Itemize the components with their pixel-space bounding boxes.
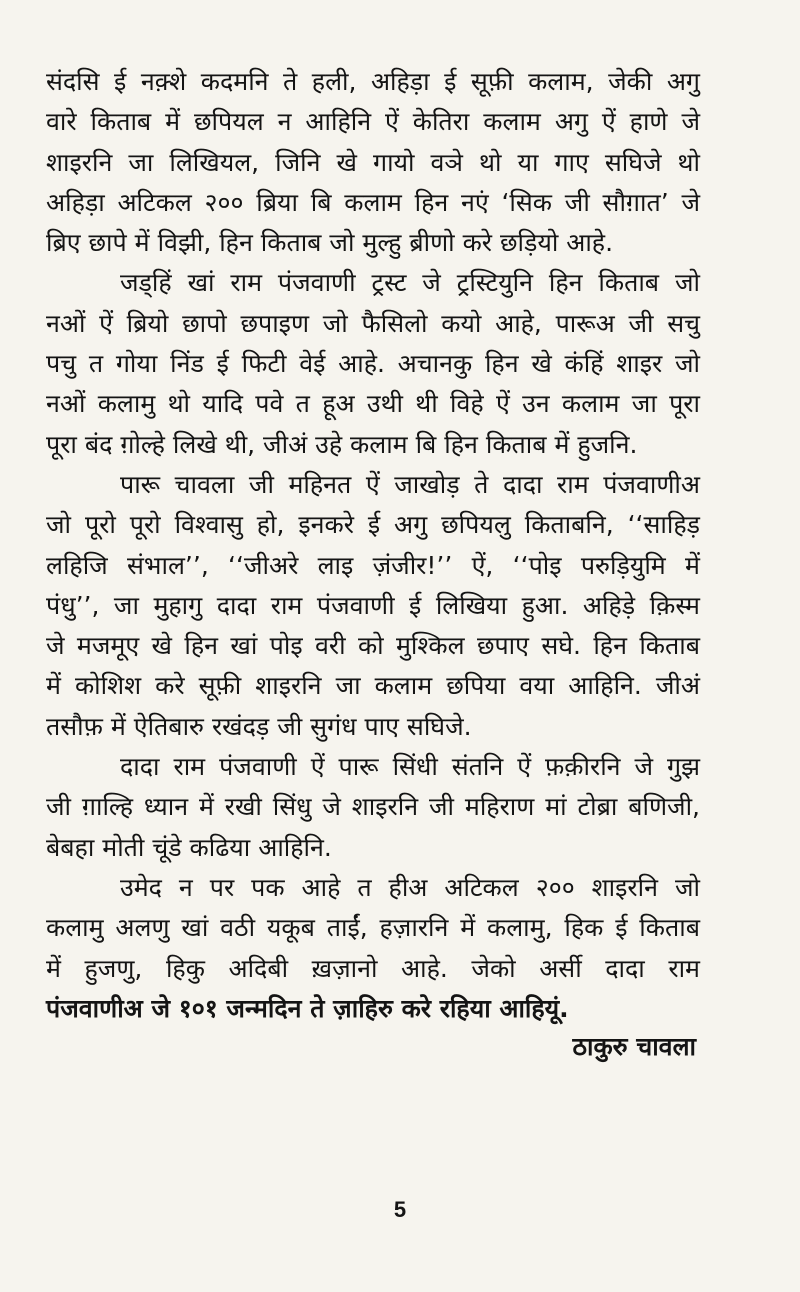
page-number: 5 bbox=[393, 1197, 407, 1222]
text-line: संदसि ई नक़्शे कदमनि ते हली, अहिड़ा ई सूफ़ी कलाम, जेकी अगु bbox=[46, 67, 700, 96]
text-line: जड्हिं खां राम पंजवाणी ट्रस्ट जे ट्रस्टियुनि हिन किताब जो bbox=[120, 268, 700, 298]
body-text bbox=[46, 62, 700, 1029]
text-line: पंधु’’, जा मुहागु दादा राम पंजवाणी ई लिखिया हुआ. अहिड़े क़िस्म bbox=[46, 590, 700, 620]
text-line: अहिड़ा अटिकल २०० ब्रिया बि कलाम हिन नएं ‘सिक जी सौग़ात’ जे bbox=[46, 187, 700, 217]
text-line: में कोशिश करे सूफ़ी शाइरनि जा कलाम छपिया वया आहिनि. जीअं bbox=[46, 671, 700, 701]
text-line: पंजवाणीअ जे १०१ जन्मदिन ते ज़ाहिरु करे रहिया आहियूं. bbox=[46, 993, 569, 1023]
text-line: नओं कलामु थो यादि पवे त हूअ उथी थी विहे ऐं उन कलाम जा पूरा bbox=[46, 389, 700, 419]
text-line: उमेद न पर पक आहे त हीअ अटिकल २०० शाइरनि जो bbox=[120, 872, 700, 902]
text-line: में हुजणु, हिकु अदिबी ख़ज़ानो आहे. जेको अर्सी दादा राम bbox=[46, 953, 700, 983]
text-line: जे मजमूए खे हिन खां पोइ वरी को मुश्किल छपाए सघे. हिन किताब bbox=[46, 631, 700, 661]
text-line: तसौफ़ में ऐतिबारु रखंदड़ जी सुगंध पाए सघिजे. bbox=[46, 711, 472, 741]
text-line: वारे किताब में छपियल न आहिनि ऐं केतिरा कलाम अगु ऐं हाणे जे bbox=[46, 107, 700, 137]
text-line: लहिजि संभाल’’, ‘‘जीअरे लाइ ज़ंजीर!’’ ऐं, ‘‘पोइ परुड़ियुमि में bbox=[46, 550, 700, 580]
text-line: ब्रिए छापे में विझी, हिन किताब जो मुल्हु ब्रीणो करे छड़ियो आहे. bbox=[46, 228, 614, 258]
author-signature: ठाकुरु चावला bbox=[572, 1032, 696, 1061]
text-line: बेबहा मोती चूंडे कढिया आहिनि. bbox=[46, 832, 332, 862]
text-line: पूरा बंद ग़ोल्हे लिखे थी, जीअं उहे कलाम बि हिन किताब में हुजनि. bbox=[46, 429, 638, 459]
text-line: कलामु अलणु खां वठी यकूब ताईं, हज़ारनि में कलामु, हिक ई किताब bbox=[46, 913, 700, 943]
text-line: नओं ऐं ब्रियो छापो छपाइण जो फैसिलो कयो आहे, पारूअ जी सचु bbox=[46, 308, 700, 338]
text-line: पारू चावला जी महिनत ऐं जाखोड़ ते दादा राम पंजवाणीअ bbox=[120, 469, 700, 499]
text-line: दादा राम पंजवाणी ऐं पारू सिंधी संतनि ऐं फ़क़ीरनि जे गुझ bbox=[120, 752, 700, 782]
text-line: जो पूरो पूरो विश्वासु हो, इनकरे ई अगु छपियलु किताबनि, ‘‘साहिड़ bbox=[46, 510, 700, 540]
text-line: जी ग़ाल्हि ध्यान में रखी सिंधु जे शाइरनि जी महिराण मां टोब्रा बणिजी, bbox=[46, 792, 700, 822]
text-line: पचु त गोया निंड ई फिटी वेई आहे. अचानकु हिन खे कंहिं शाइर जो bbox=[46, 349, 700, 379]
text-line: शाइरनि जा लिखियल, जिनि खे गायो वञे थो या गाए सघिजे थो bbox=[46, 147, 700, 177]
